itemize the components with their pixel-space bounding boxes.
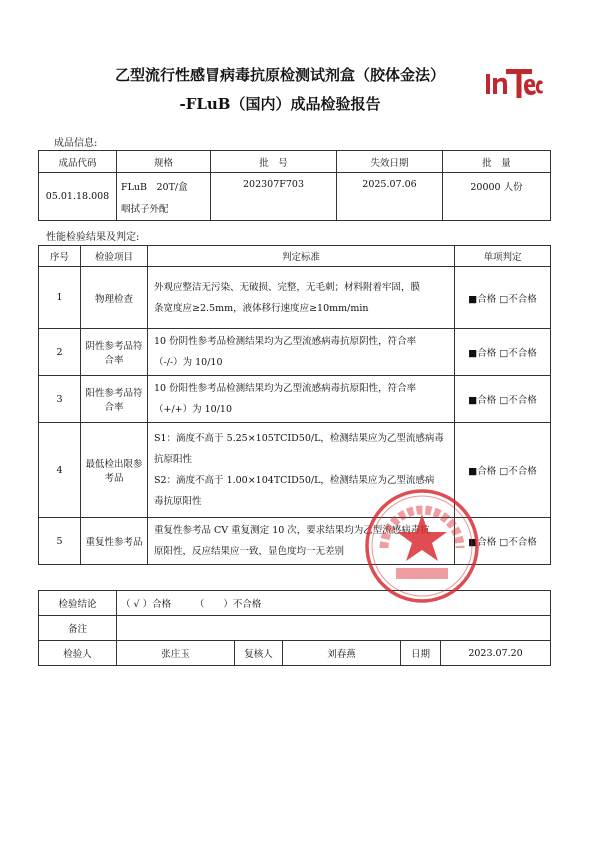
row-result: ■合格 □不合格 [455, 423, 551, 518]
row-no: 4 [39, 423, 81, 518]
date-value: 2023.07.20 [441, 641, 551, 666]
standard-line: 毒抗原阳性 [154, 496, 202, 507]
header-judgement: 单项判定 [455, 246, 551, 267]
quality-seal-stamp [362, 486, 482, 606]
row-item: 物理检查 [81, 267, 148, 329]
header-item: 检验项目 [81, 246, 148, 267]
header-spec: 规格 [117, 151, 211, 173]
product-code-value: 05.01.18.008 [39, 173, 117, 221]
row-standard [148, 376, 455, 423]
table-row [39, 376, 551, 423]
row-result: ■合格 □不合格 [455, 518, 551, 565]
header-standard: 判定标准 [148, 246, 455, 267]
standard-line: S2：滴度不高于 1.00×104TCID50/L，检测结果应为乙型流感病 [154, 475, 435, 486]
remark-label: 备注 [39, 616, 117, 641]
standard-line: （+/+）为 10/10 [154, 404, 233, 415]
row-standard [148, 329, 455, 376]
inspector-label: 检验人 [39, 641, 117, 666]
date-label: 日期 [401, 641, 441, 666]
standard-line: S1：滴度不高于 5.25×105TCID50/L，检测结果应为乙型流感病毒 [154, 433, 444, 444]
standard-line: 抗原阳性 [154, 454, 193, 465]
expiry-value: 2025.07.06 [337, 173, 443, 221]
header-no: 序号 [39, 246, 81, 267]
row-item: 阴性参考品符合率 [81, 329, 148, 376]
spec-line-2: 咽拭子外配 [121, 203, 169, 215]
reviewer-name: 刘春燕 [283, 641, 401, 666]
standard-line: 10 份阴性参考品检测结果均为乙型流感病毒抗原阴性，符合率 [154, 336, 417, 347]
row-item: 阳性参考品符合率 [81, 376, 148, 423]
standard-line: 重复性参考品 CV 重复测定 10 次，要求结果均为乙型流感病毒抗 [154, 525, 430, 536]
inspector-name: 张庄玉 [117, 641, 235, 666]
row-result: ■合格 □不合格 [455, 267, 551, 329]
row-no: 2 [39, 329, 81, 376]
row-result: ■合格 □不合格 [455, 329, 551, 376]
row-standard [148, 267, 455, 329]
batch-value: 20000 人份 [443, 173, 551, 221]
reviewer-label: 复核人 [235, 641, 283, 666]
header-batch: 批 量 [443, 151, 551, 173]
header-product-code: 成品代码 [39, 151, 117, 173]
row-no: 1 [39, 267, 81, 329]
conclusion-value: （ √ ）合格 （ ）不合格 [117, 591, 551, 616]
standard-line: 条宽度应≥2.5mm，液体移行速度应≥10mm/min [154, 302, 369, 314]
conclusion-label: 检验结论 [39, 591, 117, 616]
header-expiry: 失效日期 [337, 151, 443, 173]
header-lot: 批 号 [211, 151, 337, 173]
row-item: 重复性参考品 [81, 518, 148, 565]
report-subtitle: -FLuB（国内）成品检验报告 [179, 95, 381, 113]
performance-label: 性能检验结果及判定: [46, 232, 140, 243]
lot-value: 202307F703 [211, 173, 337, 221]
table-row [39, 329, 551, 376]
product-info-label: 成品信息: [54, 138, 98, 149]
row-result: ■合格 □不合格 [455, 376, 551, 423]
row-no: 5 [39, 518, 81, 565]
standard-line: 外观应整洁无污染、无破损、完整，无毛刺；材料附着牢固，膜 [154, 281, 421, 293]
spec-line-1: FLuB 20T/盒 [121, 181, 188, 193]
product-info-table [38, 150, 551, 221]
standard-line: （-/-）为 10/10 [154, 357, 223, 368]
table-row [39, 267, 551, 329]
standard-line: 原阳性，反应结果应一致，显色度均一无差别 [154, 546, 345, 557]
remark-value [117, 616, 551, 641]
standard-line: 10 份阳性参考品检测结果均为乙型流感病毒抗原阳性，符合率 [154, 383, 417, 394]
report-title: 乙型流行性感冒病毒抗原检测试剂盒（胶体金法） [114, 66, 445, 84]
row-no: 3 [39, 376, 81, 423]
row-item: 最低检出限参考品 [81, 423, 148, 518]
intec-logo [486, 64, 544, 100]
